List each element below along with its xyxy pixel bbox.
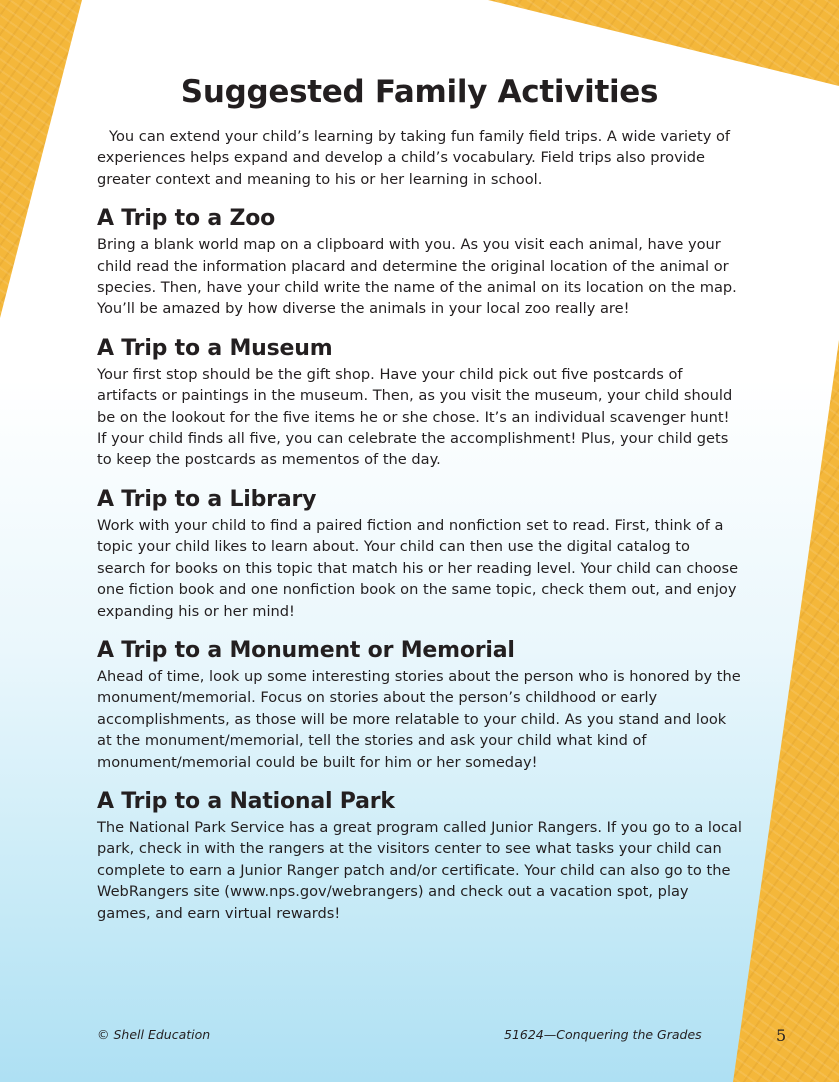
section-heading-monument: A Trip to a Monument or Memorial — [97, 637, 515, 663]
page-content — [97, 70, 742, 924]
page-title: Suggested Family Activities — [180, 74, 659, 110]
section-body-museum: Your first stop should be the gift shop. Have your child pick out five postcards of artifacts or paintings in the museum. Then, as you visit the museum, your child should be on the lookout for the five items he or she chose. It’s an individual scavenger hunt! If your child finds all five, you can celebrate the accomplishment! Plus, your child gets to keep the postcards as mementos of the day. — [97, 365, 733, 469]
intro-paragraph: You can extend your child’s learning by taking fun family field trips. A wide variety of experiences helps expand and develop a child’s vocabulary. Field trips also provide greater context and meaning to his or her learning in school. — [97, 128, 731, 188]
footer-publisher: © Shell Education — [97, 1027, 211, 1042]
page-number: 5 — [776, 1026, 787, 1045]
section-body-national-park: The National Park Service has a great program called Junior Rangers. If you go to a local park, check in with the rangers at the visitors center to see what tasks your child can complete to earn a Junior Ranger patch and/or certificate. Your child can also go to the WebRangers site (www.nps.gov/webrangers) and check out a vacation spot, play games, and earn virtual rewards! — [97, 818, 742, 922]
footer-book-title: 51624—Conquering the Grades — [504, 1027, 702, 1042]
section-body-library: Work with your child to find a paired fiction and nonfiction set to read. First, think of a topic your child likes to learn about. Your child can then use the digital catalog to search for books on this topic that match his or her reading level. Your child can choose one fiction book and one nonfiction book on the same topic, check them out, and enjoy expanding his or her mind! — [97, 516, 739, 620]
section-heading-zoo: A Trip to a Zoo — [97, 206, 276, 232]
section-heading-museum: A Trip to a Museum — [97, 335, 333, 361]
section-body-monument: Ahead of time, look up some interesting stories about the person who is honored by the monument/memorial. Focus on stories about the person’s childhood or early accomplishments, as those will be more relatable to your child. As you stand and look at the monument/memorial, tell the stories and ask your child what kind of monument/memorial could be built for him or her someday! — [97, 667, 741, 771]
section-heading-national-park: A Trip to a National Park — [97, 788, 395, 814]
section-heading-library: A Trip to a Library — [97, 486, 317, 512]
section-body-zoo: Bring a blank world map on a clipboard with you. As you visit each animal, have your child read the information placard and determine the original location of the animal or species. Then, have your child write the name of the animal on its location on the map. You’ll be amazed by how diverse the animals in your local zoo really are! — [97, 236, 737, 318]
